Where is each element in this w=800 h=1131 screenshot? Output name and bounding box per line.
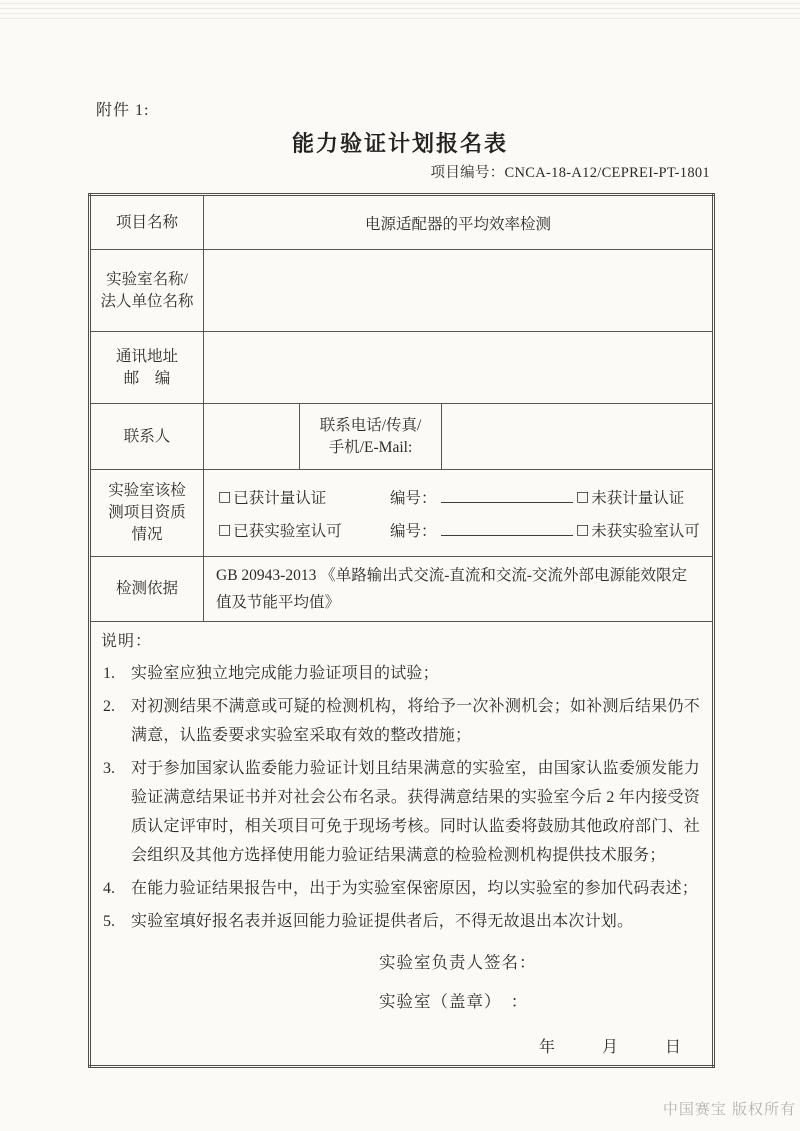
- metrology-number-group: [390, 486, 576, 508]
- note-item-1: [103, 659, 700, 688]
- note-number: 1.: [103, 665, 115, 682]
- note-number: 4.: [103, 880, 115, 897]
- accreditation-number-label: 编号：: [390, 522, 437, 540]
- checkbox-accreditation-not-obtained-icon[interactable]: □: [576, 521, 590, 538]
- project-name-value: 电源适配器的平均效率检测: [204, 195, 714, 250]
- accreditation-not-obtained-option[interactable]: [576, 519, 700, 541]
- row-contact: [90, 404, 714, 470]
- lab-name-input[interactable]: [204, 250, 714, 332]
- row-notes: [90, 622, 714, 1067]
- signer-label: 实验室负责人签名：: [379, 953, 537, 972]
- scan-artifact: [0, 3, 800, 19]
- note-text: 对于参加国家认监委能力验证计划且结果满意的实验室，由国家认监委颁发能力验证满意结果证书并对社会公布名录。获得满意结果的实验室今后 2 年内接受资质认定评审时，相关项目可免于现场考核。同时认监委将鼓励其他政府部门、社会组织及其他方选择使用能力验证结果满意的检验检测机构提供技术服务；: [131, 760, 700, 864]
- note-number: 2.: [103, 698, 115, 715]
- project-number: 项目编号：CNCA-18-A12/CEPREI-PT-1801: [430, 165, 710, 181]
- accreditation-not-obtained-label: 未获实验室认可: [591, 522, 700, 540]
- contact-phone-label-line2: 手机/E-Mail:: [328, 438, 413, 456]
- note-text: 实验室填好报名表并返回能力验证提供者后，不得无故退出本次计划。: [131, 913, 634, 930]
- note-item-4: [103, 874, 700, 903]
- date-month-label: 月: [602, 1039, 619, 1056]
- accreditation-number-group: [390, 519, 576, 541]
- accreditation-obtained-label: 已获实验室认可: [233, 522, 342, 540]
- lab-name-label-line1: 实验室名称/: [106, 270, 188, 288]
- accreditation-number-input[interactable]: [441, 519, 573, 536]
- note-text: 对初测结果不满意或可疑的检测机构，将给予一次补测机会；如补测后结果仍不满意，认监委要求实验室采取有效的整改措施；: [131, 698, 700, 744]
- checkbox-metrology-obtained-icon[interactable]: □: [218, 488, 232, 505]
- signature-block: [101, 952, 700, 1057]
- row-lab-name: [90, 250, 714, 332]
- row-address: [90, 332, 714, 404]
- qualification-label: [90, 470, 204, 557]
- date-day-label: 日: [665, 1039, 682, 1056]
- note-item-3: [103, 754, 700, 870]
- metrology-obtained-option[interactable]: [218, 486, 390, 508]
- metrology-not-obtained-label: 未获计量认证: [591, 489, 685, 507]
- date-year-label: 年: [539, 1039, 556, 1056]
- lab-name-label: [90, 250, 204, 332]
- date-line: [539, 1034, 700, 1057]
- qualification-line-metrology: [218, 480, 712, 513]
- qualification-line-accreditation: [218, 513, 712, 546]
- metrology-number-label: 编号：: [390, 489, 437, 507]
- contact-phone-label-line1: 联系电话/传真/: [319, 416, 422, 434]
- notes-cell: [90, 622, 714, 1067]
- note-text: 实验室应独立地完成能力验证项目的试验；: [131, 665, 439, 682]
- attachment-label: 附件 1:: [96, 102, 150, 119]
- note-text: 在能力验证结果报告中，出于为实验室保密原因，均以实验室的参加代码表述；: [131, 880, 699, 897]
- notes-heading: 说明：: [101, 633, 153, 650]
- test-basis-label: 检测依据: [90, 557, 204, 622]
- contact-name-input[interactable]: [204, 404, 300, 470]
- row-project-name: [90, 195, 714, 250]
- metrology-number-input[interactable]: [441, 486, 573, 503]
- row-test-basis: [90, 557, 714, 622]
- accreditation-obtained-option[interactable]: [218, 519, 390, 541]
- contact-phone-input[interactable]: [442, 404, 714, 470]
- checkbox-accreditation-obtained-icon[interactable]: □: [218, 521, 232, 538]
- qualification-label-line1: 实验室该检: [108, 482, 186, 499]
- copyright-watermark: 中国赛宝 版权所有: [662, 1101, 796, 1118]
- seal-label: 实验室（盖章） ：: [379, 992, 529, 1011]
- note-number: 5.: [103, 913, 115, 930]
- project-name-label: 项目名称: [90, 195, 204, 250]
- test-basis-value: GB 20943-2013 《单路输出式交流-直流和交流-交流外部电源能效限定值及节能平均值》: [204, 557, 714, 622]
- page-title: 能力验证计划报名表: [291, 131, 508, 156]
- note-item-5: [103, 907, 700, 936]
- contact-phone-label: [300, 404, 442, 470]
- note-number: 3.: [103, 760, 115, 777]
- row-qualification: [90, 470, 714, 557]
- qualification-label-line2: 测项目资质: [108, 504, 186, 521]
- note-item-2: [103, 692, 700, 750]
- address-label-line1: 通讯地址: [115, 347, 178, 365]
- qualification-label-line3: 情况: [131, 526, 163, 543]
- qualification-options-cell: [204, 470, 714, 557]
- metrology-not-obtained-option[interactable]: [576, 486, 684, 508]
- metrology-obtained-label: 已获计量认证: [233, 489, 327, 507]
- address-label: [90, 332, 204, 404]
- checkbox-metrology-not-obtained-icon[interactable]: □: [576, 488, 590, 505]
- address-label-line2: 邮 编: [123, 369, 171, 387]
- lab-name-label-line2: 法人单位名称: [100, 292, 194, 310]
- contact-label: 联系人: [90, 404, 204, 470]
- address-input[interactable]: [204, 332, 714, 404]
- registration-form-table: [88, 193, 715, 1068]
